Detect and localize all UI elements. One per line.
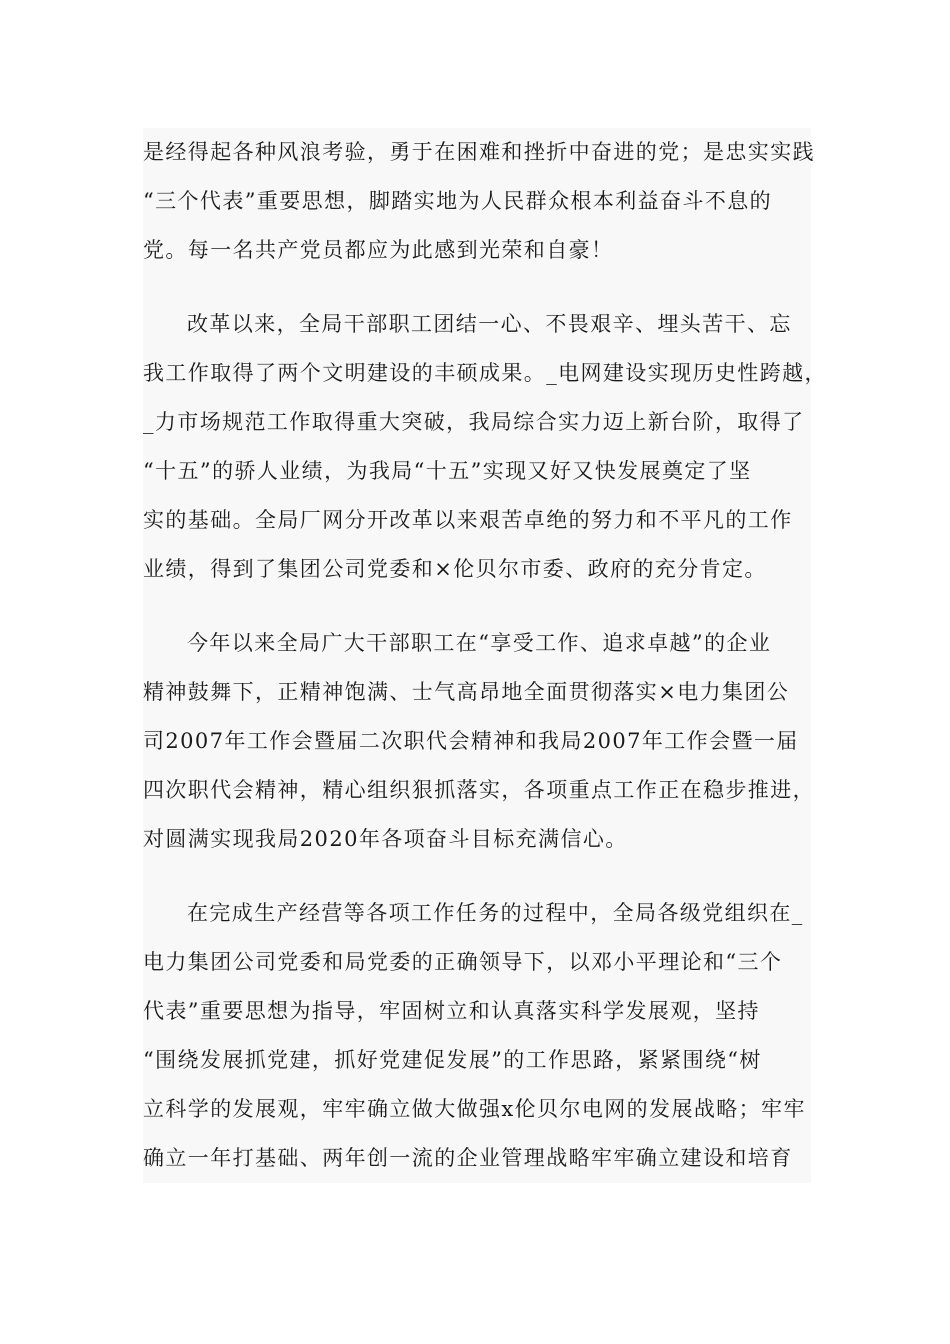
text-line: _力市场规范工作取得重大突破，我局综合实力迈上新台阶，取得了 bbox=[143, 410, 805, 434]
text-line: 代表”重要思想为指导，牢固树立和认真落实科学发展观，坚持 bbox=[143, 999, 760, 1023]
paragraph-4 bbox=[143, 889, 811, 1183]
text-line: 实的基础。全局厂网分开改革以来艰苦卓绝的努力和不平凡的工作 bbox=[143, 508, 793, 532]
text-line: 在完成生产经营等各项工作任务的过程中，全局各级党组织在_ bbox=[187, 901, 804, 925]
paragraph-1 bbox=[143, 128, 815, 275]
text-line: “三个代表”重要思想，脚踏实地为人民群众根本利益奋斗不息的 bbox=[143, 189, 773, 213]
text-line: 司2007年工作会暨届二次职代会精神和我局2007年工作会暨一届 bbox=[143, 729, 799, 753]
text-line: 我工作取得了两个文明建设的丰硕成果。_电网建设实现历史性跨越， bbox=[143, 361, 827, 385]
paragraph-3 bbox=[143, 619, 815, 864]
text-line: 改革以来，全局干部职工团结一心、不畏艰辛、埋头苦干、忘 bbox=[187, 312, 792, 336]
text-line: 四次职代会精神，精心组织狠抓落实，各项重点工作正在稳步推进， bbox=[143, 778, 815, 802]
text-line: 今年以来全局广大干部职工在“享受工作、追求卓越”的企业 bbox=[187, 631, 772, 655]
text-line: 电力集团公司党委和局党委的正确领导下，以邓小平理论和“三个 bbox=[143, 950, 783, 974]
text-line: 立科学的发展观，牢牢确立做大做强x伦贝尔电网的发展战略；牢牢 bbox=[143, 1097, 806, 1121]
body-text bbox=[143, 128, 827, 1183]
paragraph-2 bbox=[143, 300, 827, 594]
text-line: 是经得起各种风浪考验，勇于在困难和挫折中奋进的党；是忠实实践 bbox=[143, 140, 815, 164]
text-line: 对圆满实现我局2020年各项奋斗目标充满信心。 bbox=[143, 827, 628, 851]
text-line: 精神鼓舞下，正精神饱满、士气高昂地全面贯彻落实×电力集团公 bbox=[143, 680, 790, 704]
text-line: “围绕发展抓党建，抓好党建促发展”的工作思路，紧紧围绕“树 bbox=[143, 1048, 762, 1072]
text-line: “十五”的骄人业绩，为我局“十五”实现又好又快发展奠定了坚 bbox=[143, 459, 752, 483]
text-line: 党。每一名共产党员都应为此感到光荣和自豪！ bbox=[143, 238, 614, 262]
text-line: 业绩，得到了集团公司党委和×伦贝尔市委、政府的充分肯定。 bbox=[143, 557, 767, 581]
text-line: 确立一年打基础、两年创一流的企业管理战略牢牢确立建设和培育 bbox=[143, 1146, 793, 1170]
